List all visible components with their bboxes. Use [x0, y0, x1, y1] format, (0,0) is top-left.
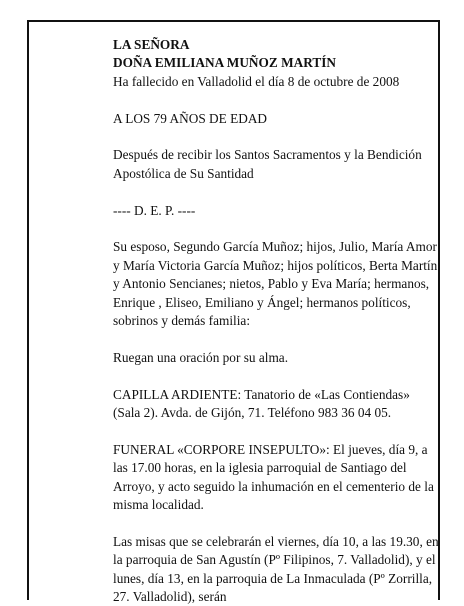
masses-paragraph: Las misas que se celebrarán el viernes, día 10, a las 19.30, en la parroquia de San Agustín (Pº Filipinos, 7. Valladolid), y el lunes, día 13, en la parroquia de La Inmaculada (Pº Zorrilla, 27. Valladolid), serán	[113, 533, 439, 605]
frame-top-border	[27, 20, 440, 22]
prayer-line: Ruegan una oración por su alma.	[113, 349, 289, 365]
age-line: A LOS 79 AÑOS DE EDAD	[113, 110, 268, 126]
family-paragraph: Su esposo, Segundo García Muñoz; hijos, Julio, María Amor y María Victoria García Muñoz; hijos políticos, Berta Martín y Antonio Sencianes; nietos, Pablo y Eva María; hermanos, Enrique , Eliseo, Emiliano y Ángel; hermanos políticos, sobrinos y demás familia:	[113, 239, 438, 329]
frame-left-border	[27, 20, 29, 600]
rip-line: ---- D. E. P. ----	[113, 202, 196, 218]
death-notice: Ha fallecido en Valladolid el día 8 de octubre de 2008	[113, 73, 400, 89]
funeral-paragraph: FUNERAL «CORPORE INSEPULTO»: El jueves, día 9, a las 17.00 horas, en la iglesia parroquial de Santiago del Arroyo, y acto seguido la inhumación en el cementerio de la misma localidad.	[113, 441, 434, 513]
obituary-text	[113, 36, 439, 606]
chapel-paragraph: CAPILLA ARDIENTE: Tanatorio de «Las Contiendas» (Sala 2). Avda. de Gijón, 71. Teléfono 983 36 04 05.	[113, 386, 410, 421]
sacraments-paragraph: Después de recibir los Santos Sacramentos y la Bendición Apostólica de Su Santidad	[113, 147, 422, 181]
heading-line-1: LA SEÑORA	[113, 37, 190, 52]
deceased-name: DOÑA EMILIANA MUÑOZ MARTÍN	[113, 55, 337, 71]
